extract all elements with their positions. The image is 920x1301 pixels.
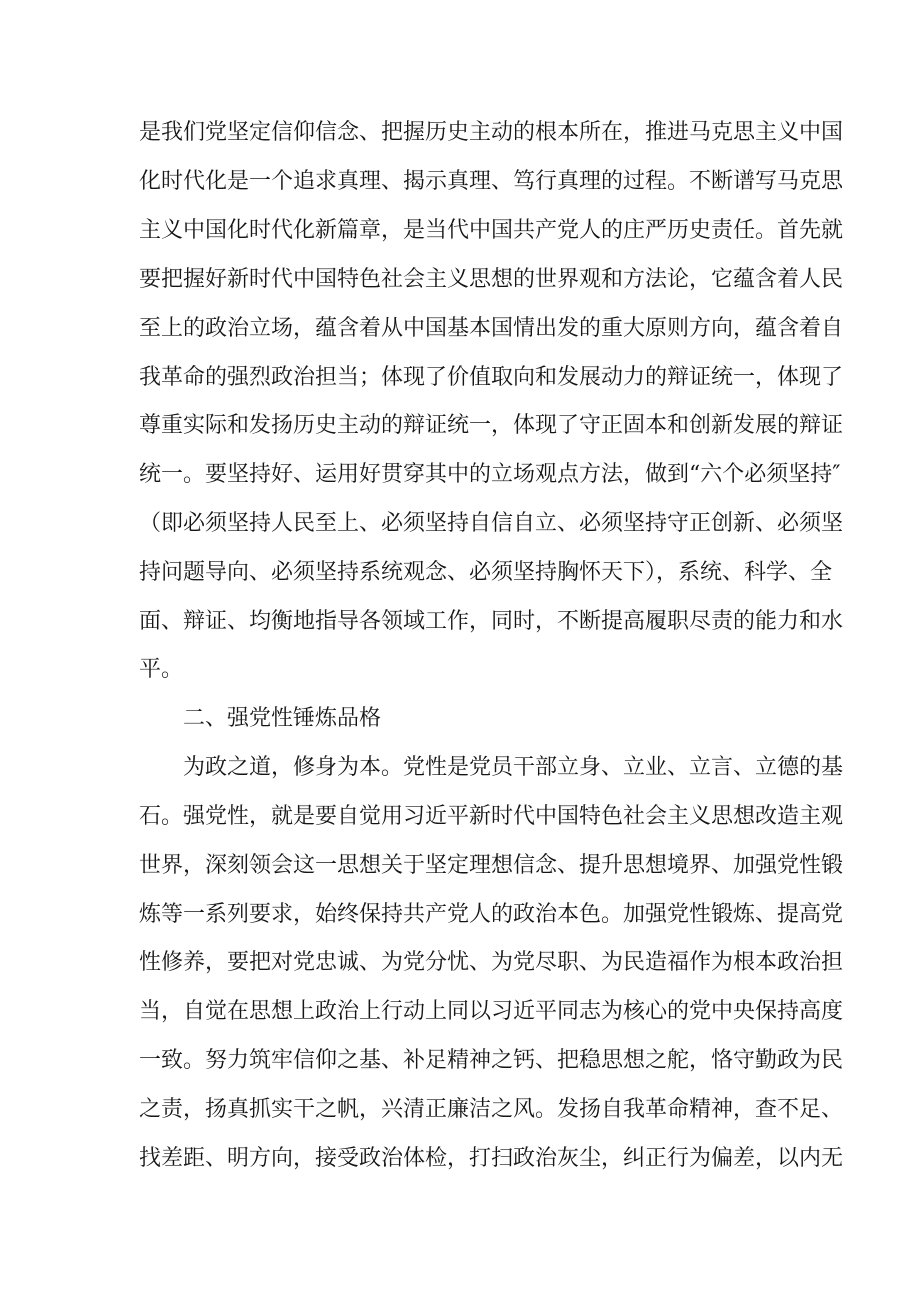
text-line: 是我们党坚定信仰信念、把握历史主动的根本所在，推进马克思主义中国 (139, 120, 844, 145)
text-line: 性修养，要把对党忠诚、为党分忧、为党尽职、为民造福作为根本政治担 (139, 950, 844, 975)
text-line: 一致。努力筑牢信仰之基、补足精神之钙、把稳思想之舵，恪守勤政为民 (139, 1048, 844, 1073)
text-line: 持问题导向、必须坚持系统观念、必须坚持胸怀天下），系统、科学、全 (139, 560, 833, 585)
text-line: 炼等一系列要求，始终保持共产党人的政治本色。加强党性锻炼、提高党 (139, 902, 844, 927)
text-line: 世界，深刻领会这一思想关于坚定理想信念、提升思想境界、加强党性锻 (139, 853, 844, 878)
text-line: 我革命的强烈政治担当；体现了价值取向和发展动力的辩证统一，体现了 (139, 365, 844, 390)
text-line: 面、辩证、均衡地指导各领域工作，同时，不断提高履职尽责的能力和水 (139, 609, 844, 634)
text-line: （即必须坚持人民至上、必须坚持自信自立、必须坚持守正创新、必须坚 (139, 511, 844, 536)
text-line: 为政之道，修身为本。党性是党员干部立身、立业、立言、立德的基 (183, 755, 844, 780)
text-line: 当，自觉在思想上政治上行动上同以习近平同志为核心的党中央保持高度 (139, 999, 844, 1024)
text-line: 化时代化是一个追求真理、揭示真理、笃行真理的过程。不断谱写马克思 (139, 169, 844, 194)
text-line: 石。强党性，就是要自觉用习近平新时代中国特色社会主义思想改造主观 (139, 804, 844, 829)
text-line: 统一。要坚持好、运用好贯穿其中的立场观点方法，做到“六个必须坚持″ (139, 462, 841, 487)
text-line: 平。 (139, 657, 184, 682)
text-line: 至上的政治立场，蕴含着从中国基本国情出发的重大原则方向，蕴含着自 (139, 316, 844, 341)
text-line: 要把握好新时代中国特色社会主义思想的世界观和方法论，它蕴含着人民 (139, 267, 844, 292)
text-line: 之责，扬真抓实干之帆，兴清正廉洁之风。发扬自我革命精神，查不足、 (139, 1097, 844, 1122)
text-line: 找差距、明方向，接受政治体检，打扫政治灰尘，纠正行为偏差，以内无 (139, 1146, 844, 1171)
text-line: 主义中国化时代化新篇章，是当代中国共产党人的庄严历史责任。首先就 (139, 218, 844, 243)
text-line: 尊重实际和发扬历史主动的辩证统一，体现了守正固本和创新发展的辩证 (139, 413, 844, 438)
section-heading: 二、强党性锤炼品格 (183, 706, 382, 731)
